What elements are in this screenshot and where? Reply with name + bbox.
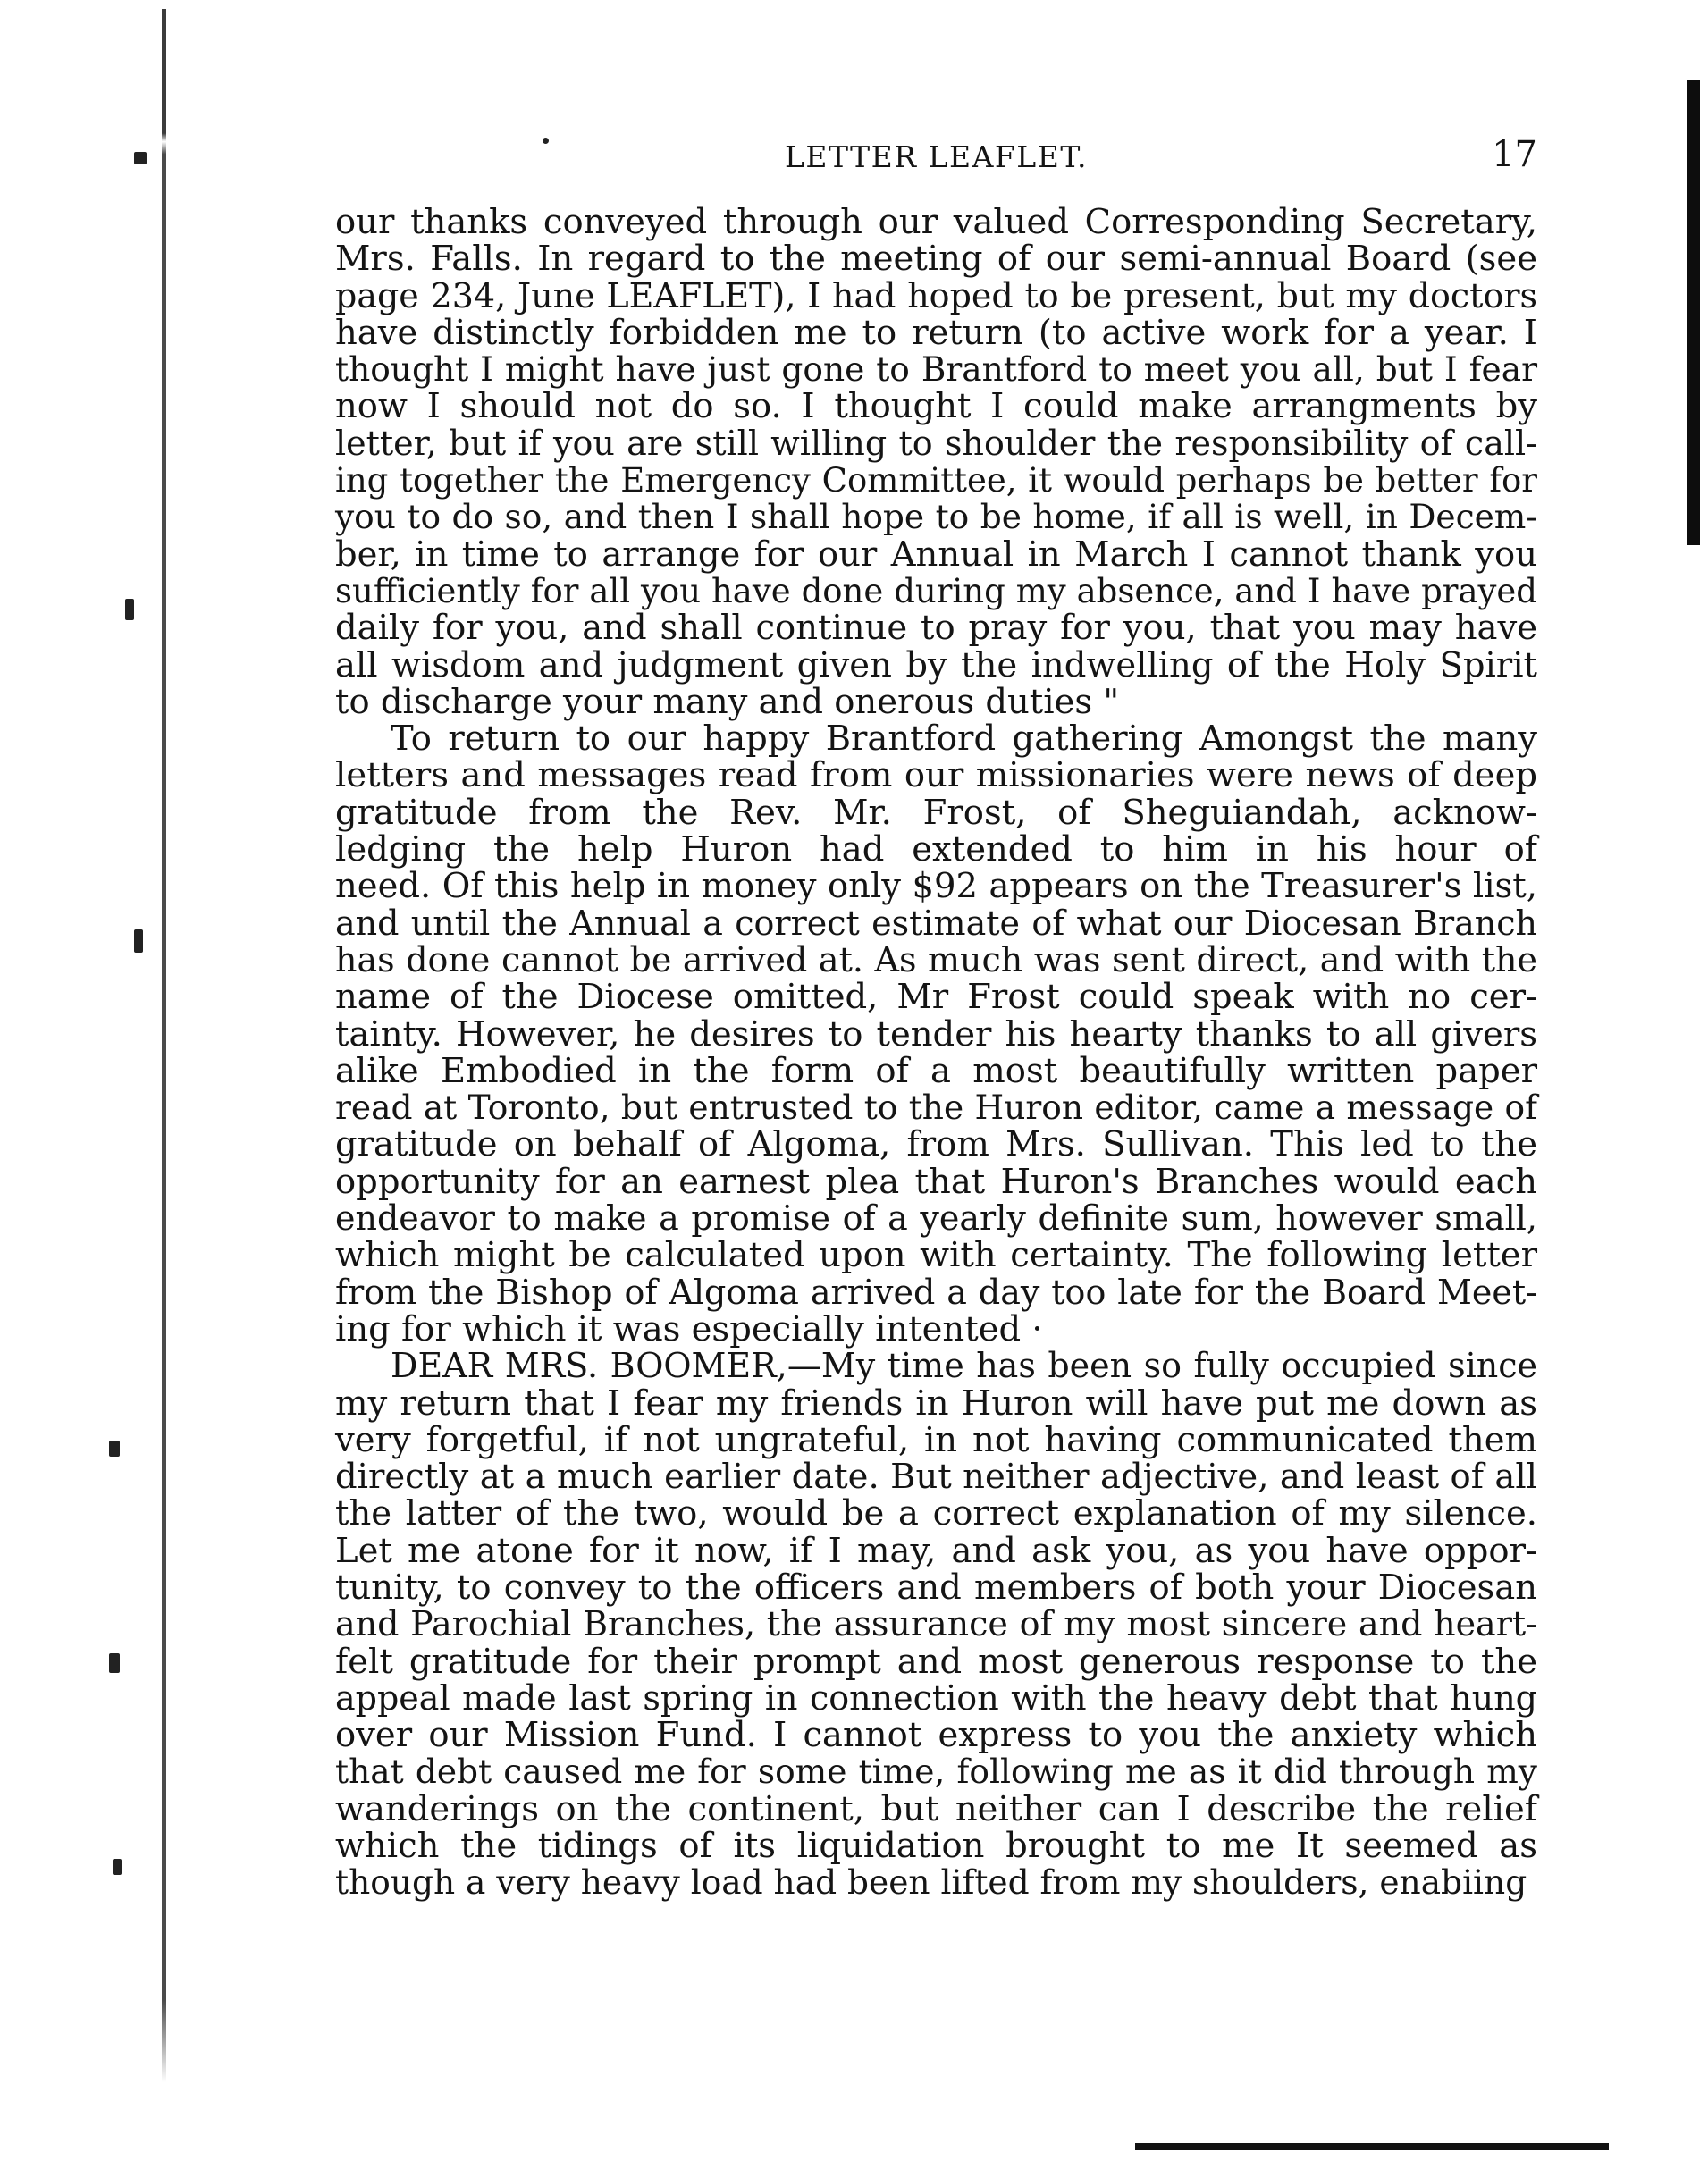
- text-line: tainty. However, he desires to tender his hearty thanks to all givers: [335, 1013, 1537, 1055]
- scan-speck: [134, 929, 143, 953]
- text-line: all wisdom and judgment given by the indwelling of the Holy Spirit: [335, 644, 1537, 685]
- text-line: DEAR MRS. BOOMER,—My time has been so fully occupied since: [391, 1346, 1537, 1386]
- text-line: our thanks conveyed through our valued Corresponding Secretary,: [335, 202, 1537, 242]
- text-line: though a very heavy load had been lifted from my shoulders, enabiing: [335, 1862, 1527, 1903]
- text-line: daily for you, and shall continue to pray for you, that you may have: [335, 608, 1537, 649]
- text-line: has done cannot be arrived at. As much was sent direct, and with the: [335, 939, 1537, 979]
- text-line: thought I might have just gone to Brantford to meet you all, but I fear: [335, 349, 1537, 390]
- text-line: gratitude on behalf of Algoma, from Mrs. Sullivan. This led to the: [335, 1124, 1537, 1165]
- page-header: [335, 132, 1537, 186]
- running-title: LETTER LEAFLET.: [785, 139, 1088, 174]
- text-line: over our Mission Fund. I cannot express to you the anxiety which: [335, 1715, 1537, 1756]
- paragraph: [335, 204, 1537, 720]
- text-line: which might be calculated upon with certainty. The following letter: [335, 1235, 1537, 1276]
- text-line: very forgetful, if not ungrateful, in not having communicated them: [335, 1419, 1537, 1460]
- text-line: letters and messages read from our missionaries were news of deep: [335, 755, 1537, 796]
- text-line: sufficiently for all you have done during my absence, and I have prayed: [335, 571, 1537, 610]
- text-line: page 234, June LEAFLET), I had hoped to be present, but my doctors: [335, 275, 1537, 315]
- text-line: now I should not do so. I thought I could make arrangments by: [335, 386, 1537, 427]
- text-line: endeavor to make a promise of a yearly definite sum, however small,: [335, 1198, 1537, 1239]
- text-line: name of the Diocese omitted, Mr Frost could speak with no cer-: [335, 977, 1537, 1018]
- text-line: felt gratitude for their prompt and most generous response to the: [335, 1641, 1537, 1682]
- text-line: which the tidings of its liquidation brought to me It seemed as: [335, 1826, 1537, 1867]
- page-number: 17: [1492, 134, 1537, 175]
- text-line: tunity, to convey to the officers and members of both your Diocesan: [335, 1567, 1537, 1608]
- paragraph: [335, 1348, 1537, 1901]
- text-line: you to do so, and then I shall hope to be home, if all is well, in Decem-: [335, 497, 1537, 537]
- text-line: and until the Annual a correct estimate of what our Diocesan Branch: [335, 903, 1537, 943]
- text-line: have distinctly forbidden me to return (to active work for a year. I: [335, 312, 1537, 353]
- text-line: read at Toronto, but entrusted to the Huron editor, came a message of: [335, 1088, 1537, 1128]
- text-line: directly at a much earlier date. But neither adjective, and least of all: [335, 1457, 1537, 1498]
- paragraph: [335, 720, 1537, 1348]
- scan-bottom-rule: [1135, 2143, 1609, 2150]
- scan-speck: [125, 599, 134, 620]
- scan-speck: [113, 1859, 122, 1875]
- text-line: gratitude from the Rev. Mr. Frost, of Sheguiandah, acknow-: [335, 792, 1537, 833]
- text-line: wanderings on the continent, but neither can I describe the relief: [335, 1788, 1537, 1829]
- text-line: letter, but if you are still willing to shoulder the responsibility of call-: [335, 423, 1537, 463]
- body-text: [335, 204, 1537, 1902]
- text-line: to discharge your many and onerous duties ": [335, 681, 1120, 722]
- text-line: alike Embodied in the form of a most beautifully written paper: [335, 1050, 1537, 1091]
- scan-margin-rule: [162, 9, 166, 2082]
- text-line: ing together the Emergency Committee, it would perhaps be better for: [335, 461, 1537, 500]
- scan-edge-bar: [1687, 80, 1700, 545]
- text-line: my return that I fear my friends in Huron will have put me down as: [335, 1383, 1537, 1424]
- text-line: To return to our happy Brantford gathering Amongst the many: [391, 719, 1537, 760]
- text-line: the latter of the two, would be a correct explanation of my silence.: [335, 1493, 1537, 1534]
- scan-speck: [109, 1441, 120, 1457]
- text-line: opportunity for an earnest plea that Huron's Branches would each: [335, 1161, 1537, 1202]
- text-line: ledging the help Huron had extended to him in his hour of: [335, 829, 1537, 870]
- text-line: from the Bishop of Algoma arrived a day too late for the Board Meet-: [335, 1272, 1537, 1312]
- text-line: that debt caused me for some time, following me as it did through my: [335, 1752, 1537, 1792]
- scan-speck: [134, 152, 147, 164]
- scan-speck: [109, 1653, 120, 1673]
- text-line: Let me atone for it now, if I may, and ask you, as you have oppor-: [335, 1530, 1537, 1571]
- text-line: need. Of this help in money only $92 appears on the Treasurer's list,: [335, 866, 1537, 907]
- text-line: ing for which it was especially intented ·: [335, 1308, 1043, 1349]
- text-line: appeal made last spring in connection with the heavy debt that hung: [335, 1677, 1537, 1718]
- text-line: and Parochial Branches, the assurance of my most sincere and heart-: [335, 1604, 1537, 1644]
- text-line: ber, in time to arrange for our Annual in March I cannot thank you: [335, 534, 1537, 575]
- text-line: Mrs. Falls. In regard to the meeting of our semi-annual Board (see: [335, 239, 1537, 280]
